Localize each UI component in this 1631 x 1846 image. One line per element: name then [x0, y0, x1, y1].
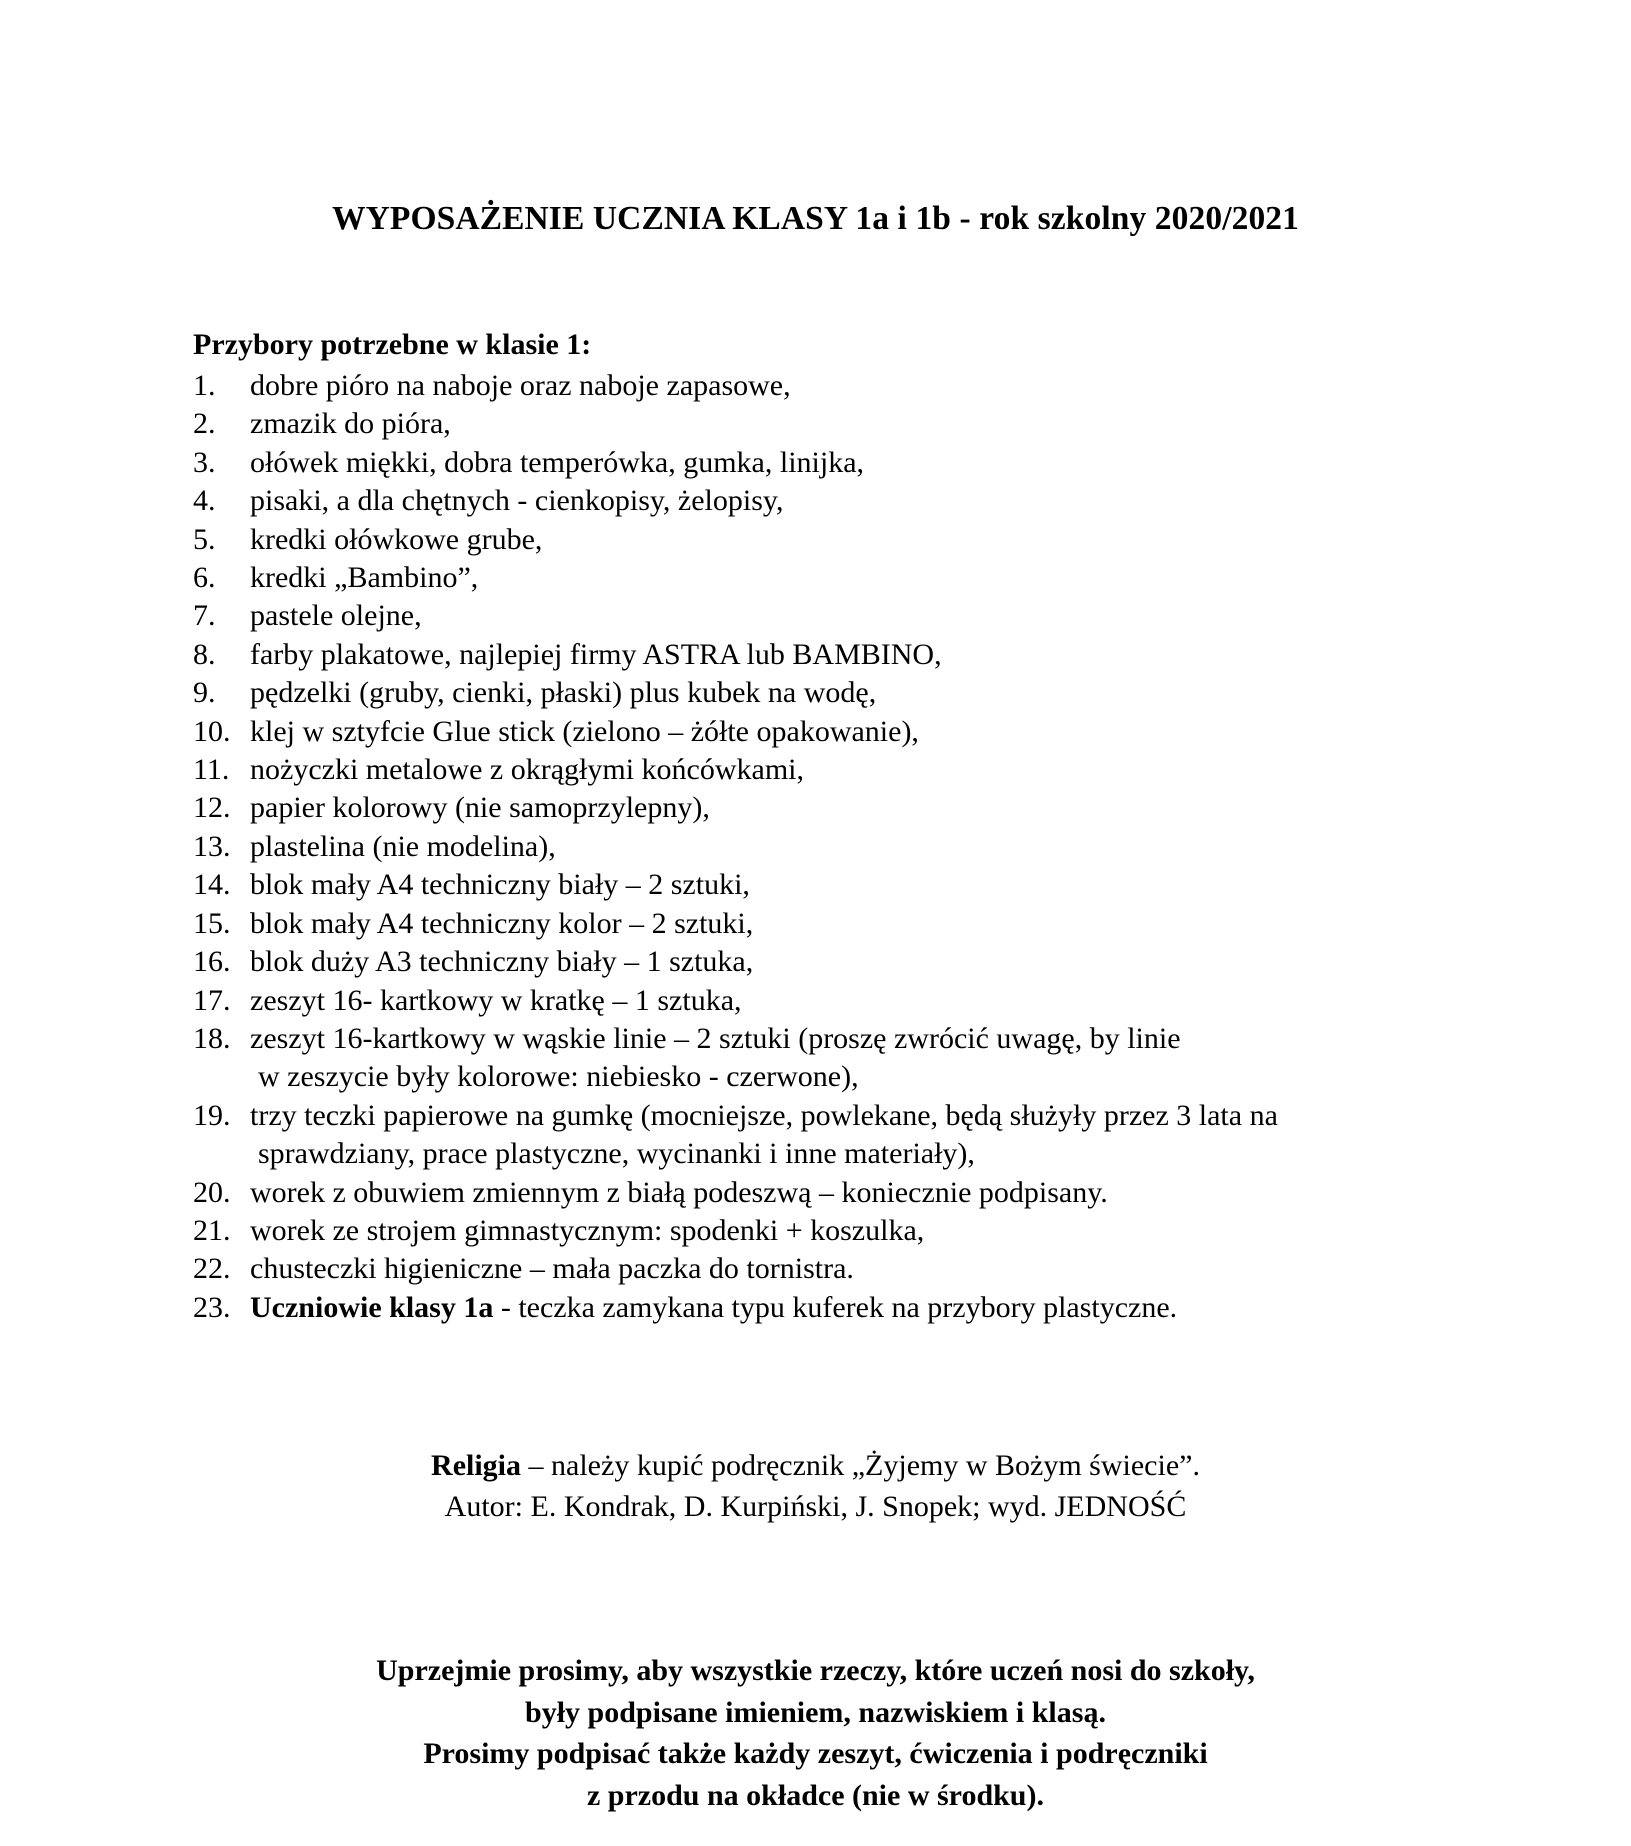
item-number: 9. — [193, 676, 216, 710]
item-number: 11. — [193, 753, 230, 787]
item-continuation: sprawdziany, prace plastyczne, wycinanki i inne materiały), — [258, 1137, 975, 1171]
item-number: 5. — [193, 522, 216, 556]
list-item — [193, 1020, 1483, 1097]
supplies-list — [193, 367, 1483, 1327]
item-text: blok duży A3 techniczny biały – 1 sztuka, — [250, 945, 754, 979]
item-text: zeszyt 16-kartkowy w wąskie linie – 2 sztuki (proszę zwrócić uwagę, by linie — [250, 1021, 1181, 1055]
religion-author-line: Autor: E. Kondrak, D. Kurpiński, J. Snopek; wyd. JEDNOŚĆ — [444, 1490, 1187, 1523]
item-number: 16. — [193, 945, 231, 979]
item-number: 20. — [193, 1175, 231, 1209]
supplies-heading: Przybory potrzebne w klasie 1: — [193, 328, 592, 361]
item-text: chusteczki higieniczne – mała paczka do tornistra. — [250, 1252, 854, 1286]
item-text: zmazik do pióra, — [250, 407, 451, 441]
item-number: 21. — [193, 1213, 231, 1247]
item-text: worek z obuwiem zmiennym z białą podeszwą – koniecznie podpisany. — [250, 1175, 1108, 1209]
footer-note — [0, 1650, 1631, 1816]
item-number: 8. — [193, 637, 216, 671]
footer-line-2: były podpisane imieniem, nazwiskiem i klasą. — [525, 1695, 1106, 1729]
item-text: - teczka zamykana typu kuferek na przybory plastyczne. — [500, 1290, 1178, 1324]
item-number: 13. — [193, 829, 231, 863]
religion-book-text: – należy kupić podręcznik „Żyjemy w Bożym świecie”. — [521, 1449, 1200, 1482]
item-number: 15. — [193, 906, 231, 940]
item-text: blok mały A4 techniczny kolor – 2 sztuki, — [250, 906, 754, 940]
item-continuation: w zeszycie były kolorowe: niebiesko - czerwone), — [258, 1060, 859, 1094]
item-text: nożyczki metalowe z okrągłymi końcówkami, — [250, 753, 804, 787]
footer-line-4: z przodu na okładce (nie w środku). — [586, 1778, 1044, 1812]
list-item — [193, 1174, 1483, 1212]
list-item — [193, 521, 1483, 559]
item-number: 1. — [193, 369, 216, 402]
list-item — [193, 713, 1483, 751]
list-item — [193, 597, 1483, 635]
supplies-section — [193, 325, 1483, 1327]
religion-subject-label: Religia — [431, 1449, 522, 1482]
item-number: 17. — [193, 983, 231, 1017]
item-text: pędzelki (gruby, cienki, płaski) plus kubek na wodę, — [250, 676, 877, 710]
item-number: 10. — [193, 714, 231, 748]
item-number: 22. — [193, 1252, 231, 1286]
list-item — [193, 559, 1483, 597]
list-item — [193, 828, 1483, 866]
list-item — [193, 943, 1483, 981]
religion-section — [0, 1445, 1631, 1527]
item-number: 2. — [193, 407, 216, 441]
list-item — [193, 1097, 1483, 1174]
item-number: 12. — [193, 791, 231, 825]
list-item — [193, 1289, 1483, 1327]
item-text: plastelina (nie modelina), — [250, 829, 556, 863]
list-item — [193, 866, 1483, 904]
item-number: 18. — [193, 1021, 231, 1055]
item-text: pisaki, a dla chętnych - cienkopisy, żelopisy, — [250, 484, 784, 518]
list-item — [193, 367, 1483, 405]
list-item — [193, 636, 1483, 674]
item-number: 4. — [193, 484, 216, 518]
item-number: 14. — [193, 868, 231, 902]
item-text: kredki „Bambino”, — [250, 561, 479, 595]
item-text-mixed — [250, 1289, 1483, 1327]
list-item — [193, 751, 1483, 789]
list-item — [193, 1250, 1483, 1288]
item-number: 6. — [193, 561, 216, 595]
item-text: ołówek miękki, dobra temperówka, gumka, linijka, — [250, 445, 865, 479]
page-title: WYPOSAŻENIE UCZNIA KLASY 1a i 1b - rok szkolny 2020/2021 — [331, 200, 1300, 238]
item-number: 19. — [193, 1098, 231, 1132]
item-text: dobre pióro na naboje oraz naboje zapasowe, — [250, 369, 791, 402]
item-text: blok mały A4 techniczny biały – 2 sztuki, — [250, 868, 750, 902]
item-text: trzy teczki papierowe na gumkę (mocniejsze, powlekane, będą służyły przez 3 lata na — [250, 1098, 1278, 1132]
item-bold-prefix: Uczniowie klasy 1a — [250, 1290, 501, 1324]
list-item — [193, 982, 1483, 1020]
footer-line-1: Uprzejmie prosimy, aby wszystkie rzeczy, które uczeń nosi do szkoły, — [376, 1654, 1255, 1687]
item-text: klej w sztyfcie Glue stick (zielono – żółte opakowanie), — [250, 714, 919, 748]
list-item — [193, 405, 1483, 443]
list-item — [193, 789, 1483, 827]
item-text: zeszyt 16- kartkowy w kratkę – 1 sztuka, — [250, 983, 742, 1017]
list-item — [193, 1212, 1483, 1250]
item-number: 7. — [193, 599, 216, 633]
list-item — [193, 674, 1483, 712]
list-item — [193, 482, 1483, 520]
list-item — [193, 905, 1483, 943]
religion-line-1 — [0, 1445, 1631, 1486]
list-item — [193, 444, 1483, 482]
item-text: farby plakatowe, najlepiej firmy ASTRA lub BAMBINO, — [250, 637, 942, 671]
footer-line-3: Prosimy podpisać także każdy zeszyt, ćwiczenia i podręczniki — [423, 1737, 1208, 1770]
item-number: 3. — [193, 445, 216, 479]
item-text: kredki ołówkowe grube, — [250, 522, 543, 556]
item-text: pastele olejne, — [250, 599, 422, 633]
item-text: papier kolorowy (nie samoprzylepny), — [250, 791, 710, 825]
item-text: worek ze strojem gimnastycznym: spodenki + koszulka, — [250, 1213, 925, 1247]
item-number: 23. — [193, 1290, 231, 1324]
